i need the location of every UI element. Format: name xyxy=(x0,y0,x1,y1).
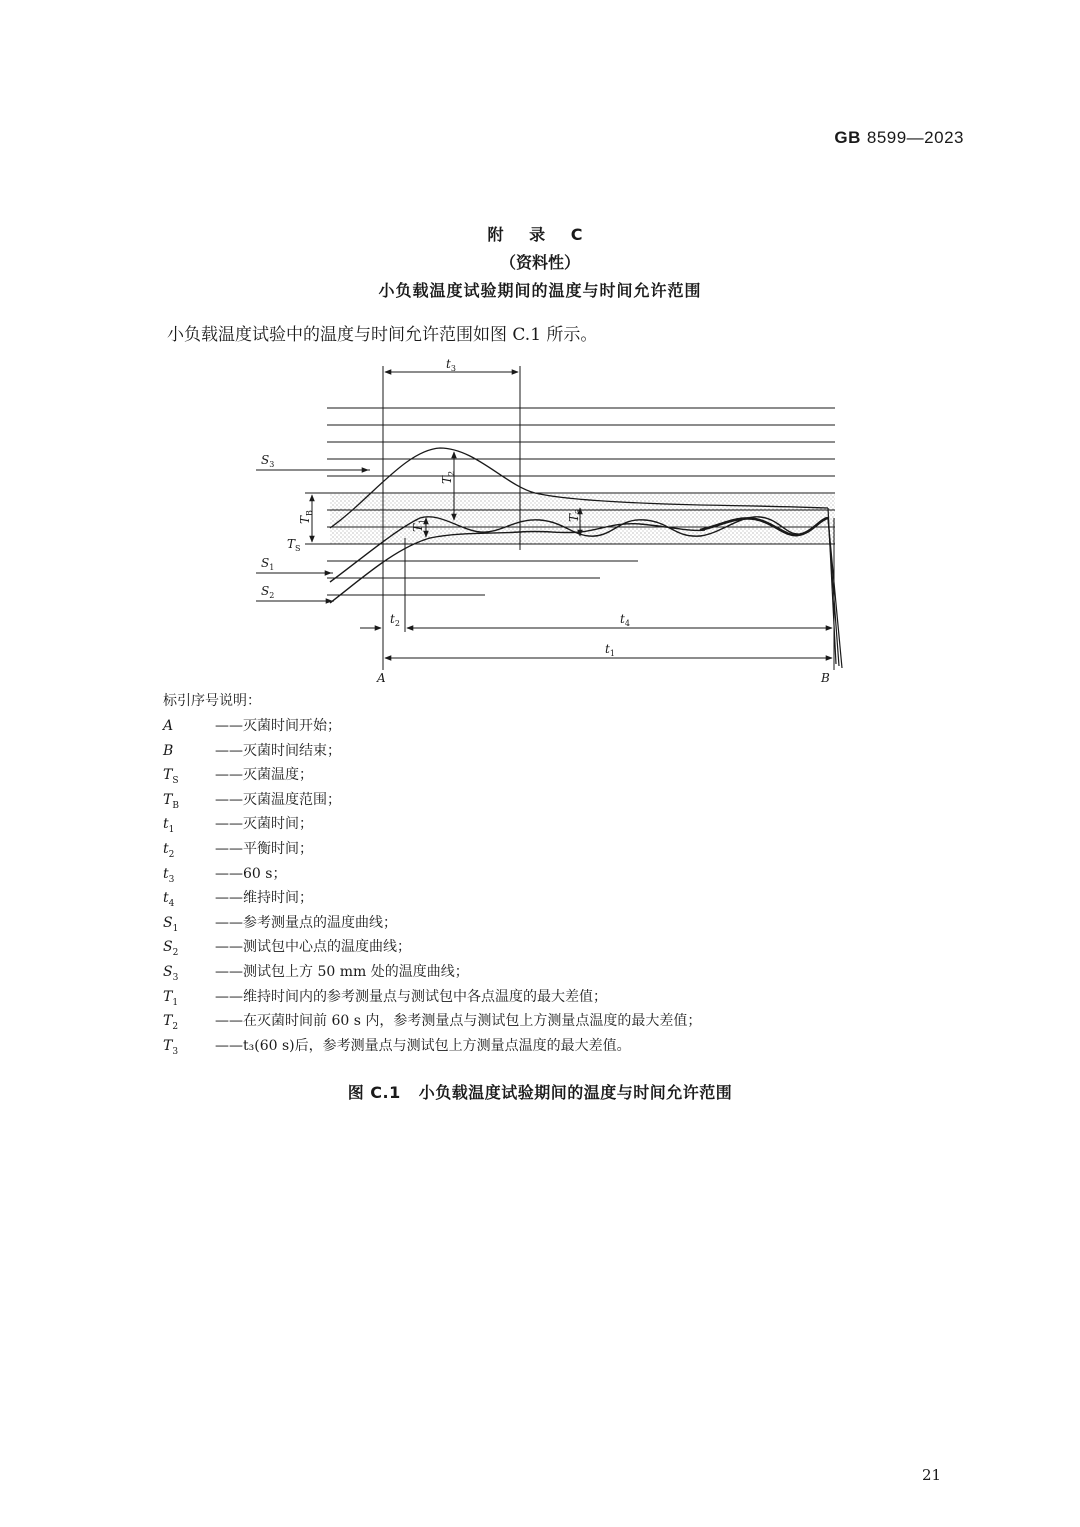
legend-symbol: $T_S$ xyxy=(163,767,179,786)
legend-item xyxy=(163,812,701,837)
temperature-band-tb xyxy=(330,493,835,544)
label-t3: $t_3$ xyxy=(446,357,456,373)
figure-title: 小负载温度试验期间的温度与时间允许范围 xyxy=(418,1083,733,1102)
label-s1: $S_1$ xyxy=(261,556,275,572)
label-b: B xyxy=(821,671,830,685)
legend-symbol: $S_1$ xyxy=(163,914,179,934)
legend-title: 标引序号说明： xyxy=(163,693,261,709)
legend-symbol: $T_2$ xyxy=(163,1013,179,1032)
legend-symbol: $t_2$ xyxy=(163,840,175,860)
legend-text: ——参考测量点的温度曲线； xyxy=(215,914,397,931)
legend-text: ——维持时间内的参考测量点与测试包中各点温度的最大差值； xyxy=(215,988,607,1005)
intro-paragraph: 小负载温度试验中的温度与时间允许范围如图 C.1 所示。 xyxy=(167,325,598,345)
label-T2: $T_2$ xyxy=(440,470,456,484)
legend-text: ——测试包中心点的温度曲线； xyxy=(215,939,411,956)
page-number: 21 xyxy=(922,1466,942,1484)
legend-text: ——测试包上方 50 mm 处的温度曲线； xyxy=(215,963,469,980)
legend-text: ——灭菌时间； xyxy=(215,816,313,833)
annex-title: 附 录 C xyxy=(487,225,593,244)
legend-symbol: $t_4$ xyxy=(163,890,175,909)
legend-item xyxy=(163,1009,701,1034)
legend-text: ——灭菌温度； xyxy=(215,767,313,784)
label-s2: $S_2$ xyxy=(261,584,275,600)
legend-text: ——t₃(60 s)后，参考测量点与测试包上方测量点温度的最大差值。 xyxy=(215,1037,631,1054)
legend-symbol: $t_1$ xyxy=(163,816,175,836)
legend-item xyxy=(163,739,701,764)
legend-item xyxy=(163,886,701,911)
legend-text: ——在灭菌时间前 60 s 内，参考测量点与测试包上方测量点温度的最大差值； xyxy=(215,1013,702,1030)
label-a: A xyxy=(377,671,386,685)
legend-symbol: A xyxy=(163,718,174,734)
legend-text: ——灭菌时间结束； xyxy=(215,742,341,759)
annex-heading: 小负载温度试验期间的温度与时间允许范围 xyxy=(378,281,702,300)
legend-item xyxy=(163,960,701,985)
legend-symbol: $t_3$ xyxy=(163,865,175,885)
legend-text: ——平衡时间； xyxy=(215,840,313,857)
label-T3: $T_3$ xyxy=(567,508,583,522)
legend-item xyxy=(163,935,701,960)
temperature-time-diagram xyxy=(240,352,850,687)
standard-prefix: GB xyxy=(834,128,861,147)
annex-kind: （资料性） xyxy=(499,253,580,272)
legend-text: ——维持时间； xyxy=(215,890,313,907)
label-t1: $t_1$ xyxy=(605,642,615,658)
figure-caption xyxy=(0,1080,1080,1103)
legend-symbol: $T_B$ xyxy=(163,791,179,811)
legend-text: ——灭菌时间开始； xyxy=(215,718,341,734)
legend-item xyxy=(163,763,701,788)
legend-item xyxy=(163,862,701,887)
legend-symbol: B xyxy=(163,742,174,759)
legend-item xyxy=(163,714,701,739)
legend-text: ——灭菌温度范围； xyxy=(215,791,341,808)
legend-item xyxy=(163,985,701,1010)
label-ts: $T_S$ xyxy=(287,537,301,553)
legend-symbol: $T_1$ xyxy=(163,988,179,1008)
legend-item xyxy=(163,911,701,936)
standard-code xyxy=(834,128,964,148)
legend-item xyxy=(163,1034,701,1059)
label-s3: $S_3$ xyxy=(261,453,275,469)
legend-item xyxy=(163,837,701,862)
legend-item xyxy=(163,788,701,813)
legend-text: ——60 s； xyxy=(215,865,287,882)
label-tb: $T_B$ xyxy=(298,510,314,524)
legend-symbol: $S_3$ xyxy=(163,963,179,983)
figure-number: 图 C.1 xyxy=(347,1083,401,1102)
legend-list xyxy=(163,714,701,1058)
standard-number: 8599—2023 xyxy=(866,128,964,147)
label-t4: $t_4$ xyxy=(620,612,630,628)
label-t2: $t_2$ xyxy=(390,612,400,628)
label-T1: $T_1$ xyxy=(411,518,427,532)
legend-symbol: $S_2$ xyxy=(163,939,179,959)
legend-symbol: $T_3$ xyxy=(163,1037,179,1057)
